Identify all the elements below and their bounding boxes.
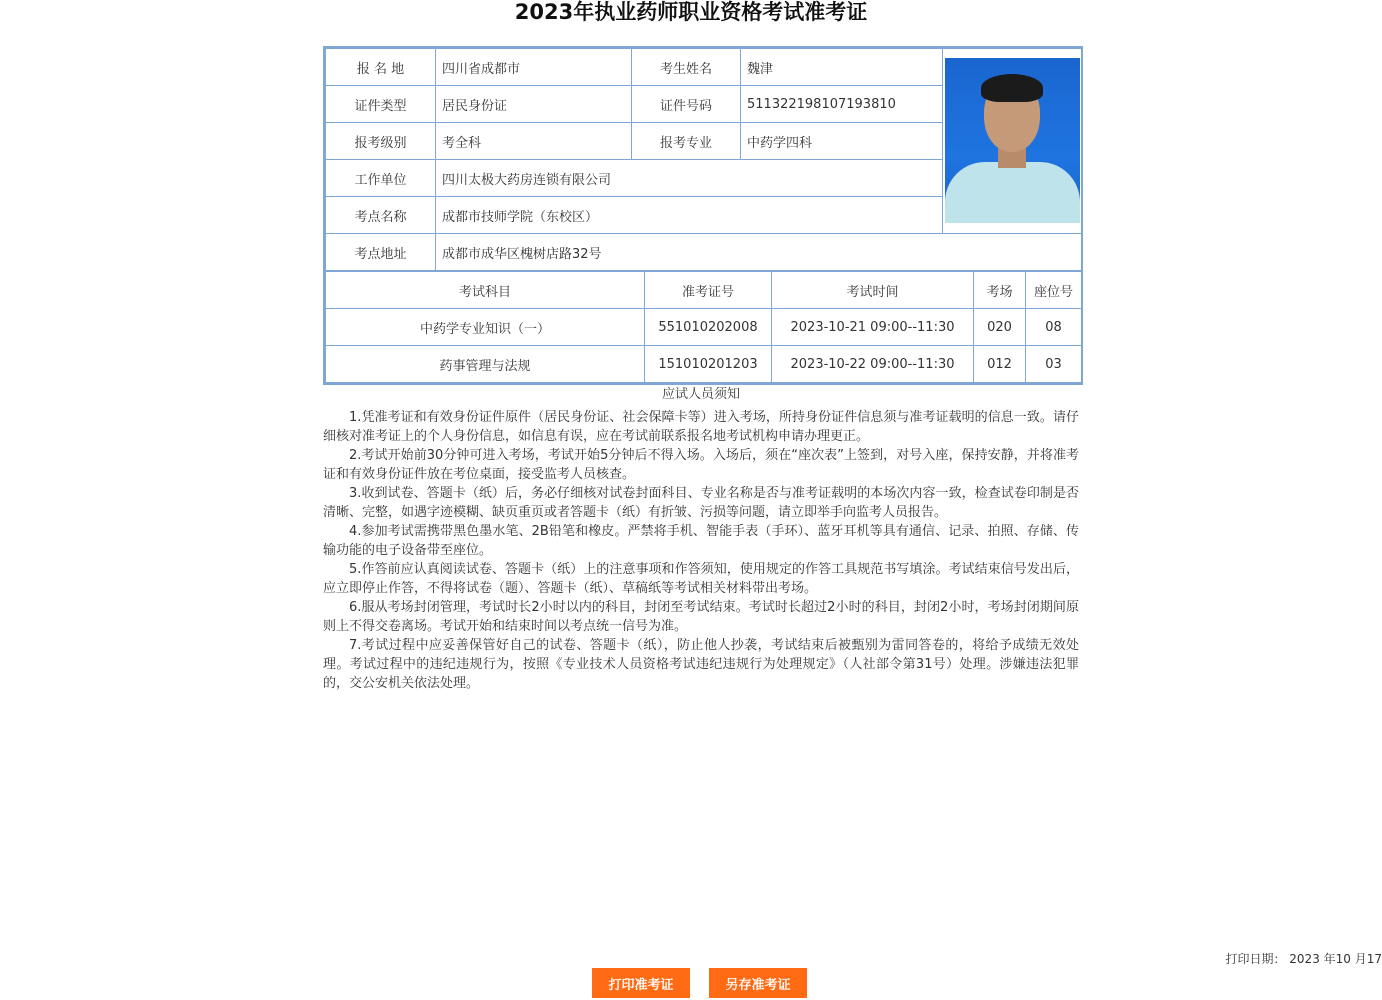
header-room: 考场 [974, 272, 1026, 309]
exam-site-name-label: 考点名称 [326, 197, 436, 234]
id-number-label: 证件号码 [632, 86, 741, 123]
seat-cell: 03 [1026, 346, 1082, 383]
exam-schedule-table [325, 271, 1082, 383]
room-cell: 012 [974, 346, 1026, 383]
info-row [326, 234, 1082, 271]
notice-item: 7.考试过程中应妥善保管好自己的试卷、答题卡（纸），防止他人抄袭，考试结束后被甄别为雷同答卷的，将给予成绩无效处理。考试过程中的违纪违规行为，按照《专业技术人员资格考试违纪违规行为处理规定》（人社部令第31号）处理。涉嫌违法犯罪的，交公安机关依法处理。 [323, 638, 1079, 691]
notice-item: 4.参加考试需携带黑色墨水笔、2B铅笔和橡皮。严禁将手机、智能手表（手环）、蓝牙耳机等具有通信、记录、拍照、存储、传输功能的电子设备带至座位。 [323, 524, 1079, 558]
exam-time-cell: 2023-10-22 09:00--11:30 [772, 346, 974, 383]
subject-cell: 药事管理与法规 [326, 346, 645, 383]
notice-item: 2.考试开始前30分钟可进入考场，考试开始5分钟后不得入场。入场后，须在“座次表”上签到，对号入座，保持安静，并将准考证和有效身份证件放在考位桌面，接受监考人员核查。 [323, 448, 1079, 482]
exam-site-name-value: 成都市技师学院（东校区） [436, 197, 943, 234]
header-subject: 考试科目 [326, 272, 645, 309]
work-unit-value: 四川太极大药房连锁有限公司 [436, 160, 943, 197]
id-number-value: 511322198107193810 [741, 86, 943, 123]
seat-cell: 08 [1026, 309, 1082, 346]
header-ticket-number: 准考证号 [645, 272, 772, 309]
exam-level-value: 考全科 [436, 123, 632, 160]
candidate-name-value: 魏津 [741, 49, 943, 86]
notice-item: 5.作答前应认真阅读试卷、答题卡（纸）上的注意事项和作答须知，使用规定的作答工具规范书写填涂。考试结束信号发出后，应立即停止作答，不得将试卷（题）、答题卡（纸）、草稿纸等考试相关材料带出考场。 [323, 562, 1079, 596]
id-type-label: 证件类型 [326, 86, 436, 123]
notice-title: 应试人员须知 [661, 387, 740, 402]
candidate-photo [945, 58, 1080, 223]
id-type-value: 居民身份证 [436, 86, 632, 123]
info-row [326, 49, 1082, 86]
exam-site-address-value: 成都市成华区槐树店路32号 [436, 234, 1082, 271]
admission-card [323, 46, 1083, 385]
exam-site-address-label: 考点地址 [326, 234, 436, 271]
schedule-header-row [326, 272, 1082, 309]
candidate-info-table [325, 48, 1082, 271]
print-date: 打印日期： 2023 年10 月17 [1225, 952, 1382, 966]
header-exam-time: 考试时间 [772, 272, 974, 309]
exam-time-cell: 2023-10-21 09:00--11:30 [772, 309, 974, 346]
major-label: 报考专业 [632, 123, 741, 160]
notice-item: 6.服从考场封闭管理，考试时长2小时以内的科目，封闭至考试结束。考试时长超过2小时的科目，封闭2小时，考场封闭期间原则上不得交卷离场。考试开始和结束时间以考点统一信号为准。 [323, 600, 1079, 634]
room-cell: 020 [974, 309, 1026, 346]
notice-list [323, 408, 1079, 693]
registration-place-value: 四川省成都市 [436, 49, 632, 86]
registration-place-label: 报 名 地 [326, 49, 436, 86]
print-admission-ticket-button[interactable]: 打印准考证 [592, 968, 690, 998]
table-row [326, 346, 1082, 383]
notice-item: 3.收到试卷、答题卡（纸）后，务必仔细核对试卷封面科目、专业名称是否与准考证载明的本场次内容一致，检查试卷印制是否清晰、完整，如遇字迹模糊、缺页重页或者答题卡（纸）有折皱、污损等问题，请立即举手向监考人员报告。 [323, 486, 1079, 520]
exam-level-label: 报考级别 [326, 123, 436, 160]
ticket-number-cell: 151010201203 [645, 346, 772, 383]
subject-cell: 中药学专业知识（一） [326, 309, 645, 346]
work-unit-label: 工作单位 [326, 160, 436, 197]
save-admission-ticket-button[interactable]: 另存准考证 [709, 968, 807, 998]
notice-item: 1.凭准考证和有效身份证件原件（居民身份证、社会保障卡等）进入考场，所持身份证件信息须与准考证载明的信息一致。请仔细核对准考证上的个人身份信息，如信息有误，应在考试前联系报名地考试机构申请办理更正。 [323, 410, 1079, 444]
candidate-name-label: 考生姓名 [632, 49, 741, 86]
page-title: 2023年执业药师职业资格考试准考证 [514, 0, 868, 24]
header-seat: 座位号 [1026, 272, 1082, 309]
photo-cell [943, 49, 1082, 234]
ticket-number-cell: 551010202008 [645, 309, 772, 346]
table-row [326, 309, 1082, 346]
major-value: 中药学四科 [741, 123, 943, 160]
